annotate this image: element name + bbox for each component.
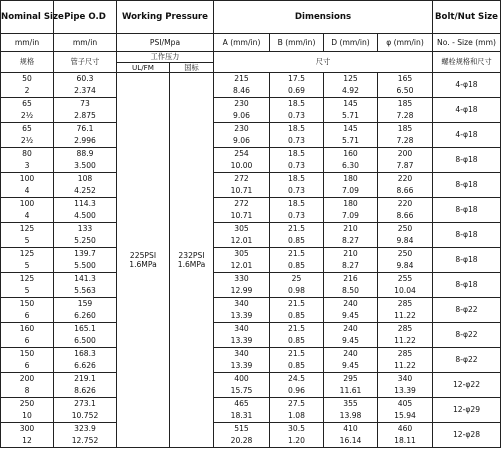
pipe-od-mm: 139.7 xyxy=(54,248,117,261)
dim-a-in: 15.75 xyxy=(214,385,270,398)
dim-phi-in: 18.11 xyxy=(378,435,433,448)
pipe-od-mm: 133 xyxy=(54,223,117,236)
table-row xyxy=(1,123,501,136)
dim-a-mm: 305 xyxy=(214,223,270,236)
table-row xyxy=(1,310,501,323)
dim-b-in: 0.73 xyxy=(270,210,324,223)
dim-b-in: 0.73 xyxy=(270,160,324,173)
pipe-od-in: 5.250 xyxy=(54,235,117,248)
dim-a-in: 13.39 xyxy=(214,360,270,373)
nominal-size-mm: 300 xyxy=(1,423,54,436)
dim-b-in: 0.73 xyxy=(270,110,324,123)
dim-b-in: 0.69 xyxy=(270,85,324,98)
pipe-od-mm: 323.9 xyxy=(54,423,117,436)
table-row xyxy=(1,210,501,223)
dim-phi-mm: 340 xyxy=(378,373,433,386)
dim-b-mm: 30.5 xyxy=(270,423,324,436)
bolt-size: 4-φ18 xyxy=(433,123,501,148)
dim-d-mm: 410 xyxy=(324,423,378,436)
pipe-od-mm: 76.1 xyxy=(54,123,117,136)
dim-d-mm: 160 xyxy=(324,148,378,161)
dimensions-header: Dimensions xyxy=(214,1,433,34)
nominal-size-in: 2½ xyxy=(1,110,54,123)
table-row xyxy=(1,373,501,386)
dim-phi-mm: 405 xyxy=(378,398,433,411)
table-row xyxy=(1,235,501,248)
dim-a-in: 9.06 xyxy=(214,135,270,148)
table-row xyxy=(1,348,501,361)
dim-a-in: 13.39 xyxy=(214,335,270,348)
dim-phi-in: 13.39 xyxy=(378,385,433,398)
dim-a-in: 10.71 xyxy=(214,185,270,198)
pipe-od-mm: 141.3 xyxy=(54,273,117,286)
table-row xyxy=(1,285,501,298)
pipe-od-in: 8.626 xyxy=(54,385,117,398)
dim-phi-mm: 285 xyxy=(378,323,433,336)
pipe-od-in: 5.500 xyxy=(54,260,117,273)
table-row xyxy=(1,435,501,448)
bolt-size: 12-φ22 xyxy=(433,373,501,398)
dim-a-in: 12.01 xyxy=(214,260,270,273)
intl-cn: 国标 xyxy=(170,63,214,73)
dim-d-mm: 240 xyxy=(324,323,378,336)
table-row xyxy=(1,148,501,161)
dim-b-in: 0.85 xyxy=(270,360,324,373)
size-cn: 规格 xyxy=(1,52,54,73)
dim-a-mm: 230 xyxy=(214,98,270,111)
phi-unit: φ (mm/in) xyxy=(378,34,433,52)
pipe-od-mm: 165.1 xyxy=(54,323,117,336)
dim-phi-mm: 165 xyxy=(378,73,433,86)
dim-phi-in: 11.22 xyxy=(378,310,433,323)
nominal-size-in: 5 xyxy=(1,260,54,273)
dim-phi-in: 8.66 xyxy=(378,210,433,223)
nominal-size-mm: 65 xyxy=(1,98,54,111)
table-row xyxy=(1,335,501,348)
dim-b-mm: 18.5 xyxy=(270,173,324,186)
table-row xyxy=(1,85,501,98)
table-row xyxy=(1,323,501,336)
dim-phi-mm: 185 xyxy=(378,123,433,136)
dim-d-in: 5.71 xyxy=(324,135,378,148)
table-row xyxy=(1,185,501,198)
table-row xyxy=(1,248,501,261)
dim-a-mm: 340 xyxy=(214,298,270,311)
nominal-size-mm: 80 xyxy=(1,148,54,161)
nominal-size-header: Nominal Size xyxy=(1,1,54,34)
dim-d-mm: 355 xyxy=(324,398,378,411)
dim-b-mm: 21.5 xyxy=(270,298,324,311)
nominal-size-in: 6 xyxy=(1,335,54,348)
dim-a-in: 10.00 xyxy=(214,160,270,173)
pipe-od-in: 4.252 xyxy=(54,185,117,198)
dim-b-mm: 24.5 xyxy=(270,373,324,386)
pipe-od-in: 6.500 xyxy=(54,335,117,348)
nominal-size-in: 6 xyxy=(1,360,54,373)
pipe-od-mm: 168.3 xyxy=(54,348,117,361)
table-row xyxy=(1,198,501,211)
nominal-size-mm: 100 xyxy=(1,198,54,211)
pipe-od-mm: 88.9 xyxy=(54,148,117,161)
size-unit: mm/in xyxy=(1,34,54,52)
header-row xyxy=(1,1,501,34)
bolt-size: 8-φ18 xyxy=(433,198,501,223)
dim-a-in: 13.39 xyxy=(214,310,270,323)
dim-d-in: 9.45 xyxy=(324,335,378,348)
dim-phi-mm: 220 xyxy=(378,173,433,186)
nominal-size-mm: 125 xyxy=(1,273,54,286)
bolt-size: 12-φ28 xyxy=(433,423,501,448)
pipe-od-header: Pipe O.D xyxy=(54,1,117,34)
dim-phi-in: 9.84 xyxy=(378,235,433,248)
table-row xyxy=(1,135,501,148)
table-row xyxy=(1,273,501,286)
dim-a-mm: 330 xyxy=(214,273,270,286)
working-pressure-header: Working Pressure xyxy=(117,1,214,34)
chinese-row xyxy=(1,52,501,63)
dim-phi-mm: 285 xyxy=(378,348,433,361)
dim-a-mm: 230 xyxy=(214,123,270,136)
nominal-size-in: 2½ xyxy=(1,135,54,148)
dim-d-mm: 180 xyxy=(324,173,378,186)
dim-a-mm: 305 xyxy=(214,248,270,261)
bolt-size: 8-φ18 xyxy=(433,148,501,173)
nominal-size-in: 12 xyxy=(1,435,54,448)
pipe-od-mm: 219.1 xyxy=(54,373,117,386)
dim-phi-in: 10.04 xyxy=(378,285,433,298)
dim-a-in: 18.31 xyxy=(214,410,270,423)
dim-b-mm: 21.5 xyxy=(270,348,324,361)
dim-b-mm: 18.5 xyxy=(270,123,324,136)
table-row xyxy=(1,160,501,173)
bolt-size: 4-φ18 xyxy=(433,73,501,98)
nominal-size-mm: 100 xyxy=(1,173,54,186)
dim-d-in: 7.09 xyxy=(324,185,378,198)
dim-d-in: 9.45 xyxy=(324,360,378,373)
pipe-od-mm: 273.1 xyxy=(54,398,117,411)
dim-phi-in: 6.50 xyxy=(378,85,433,98)
ul-cn: UL/FM xyxy=(117,63,170,73)
dim-d-mm: 240 xyxy=(324,298,378,311)
dim-phi-mm: 250 xyxy=(378,248,433,261)
bolt-nut-header: Bolt/Nut Size xyxy=(433,1,501,34)
dim-d-in: 13.98 xyxy=(324,410,378,423)
dim-a-mm: 340 xyxy=(214,323,270,336)
dim-d-mm: 145 xyxy=(324,98,378,111)
pipe-od-in: 12.752 xyxy=(54,435,117,448)
dim-b-mm: 25 xyxy=(270,273,324,286)
pipe-od-in: 2.996 xyxy=(54,135,117,148)
pipe-od-in: 5.563 xyxy=(54,285,117,298)
dim-b-in: 0.85 xyxy=(270,235,324,248)
d-unit: D (mm/in) xyxy=(324,34,378,52)
dim-a-in: 10.71 xyxy=(214,210,270,223)
bolt-size: 8-φ18 xyxy=(433,223,501,248)
od-cn: 管子尺寸 xyxy=(54,52,117,73)
pipe-od-in: 10.752 xyxy=(54,410,117,423)
nominal-size-mm: 50 xyxy=(1,73,54,86)
dim-d-mm: 210 xyxy=(324,248,378,261)
pipe-od-in: 6.260 xyxy=(54,310,117,323)
intl-pressure: 232PSI 1.6MPa xyxy=(170,73,214,448)
dim-d-in: 9.45 xyxy=(324,310,378,323)
dim-phi-in: 9.84 xyxy=(378,260,433,273)
dim-d-in: 8.27 xyxy=(324,235,378,248)
dim-phi-mm: 460 xyxy=(378,423,433,436)
nominal-size-in: 6 xyxy=(1,310,54,323)
pressure-unit: PSI/Mpa xyxy=(117,34,214,52)
dim-b-in: 0.85 xyxy=(270,335,324,348)
nominal-size-mm: 125 xyxy=(1,223,54,236)
dim-phi-mm: 185 xyxy=(378,98,433,111)
dim-phi-mm: 220 xyxy=(378,198,433,211)
nominal-size-in: 10 xyxy=(1,410,54,423)
bolt-cn: 螺栓规格和尺寸 xyxy=(433,52,501,73)
ul-fm-pressure: 225PSI 1.6MPa xyxy=(117,73,170,448)
dim-d-in: 16.14 xyxy=(324,435,378,448)
dim-b-in: 1.08 xyxy=(270,410,324,423)
dim-d-mm: 216 xyxy=(324,273,378,286)
pipe-od-in: 2.875 xyxy=(54,110,117,123)
dim-b-in: 0.73 xyxy=(270,185,324,198)
nominal-size-in: 3 xyxy=(1,160,54,173)
dim-d-in: 5.71 xyxy=(324,110,378,123)
dim-a-mm: 340 xyxy=(214,348,270,361)
dims-cn: 尺寸 xyxy=(214,52,433,73)
bolt-size: 8-φ22 xyxy=(433,348,501,373)
dim-a-in: 12.99 xyxy=(214,285,270,298)
dim-b-mm: 18.5 xyxy=(270,198,324,211)
dim-d-in: 6.30 xyxy=(324,160,378,173)
dim-a-mm: 272 xyxy=(214,173,270,186)
dim-d-in: 11.61 xyxy=(324,385,378,398)
bolt-size: 8-φ18 xyxy=(433,273,501,298)
dim-phi-in: 7.28 xyxy=(378,135,433,148)
dim-d-in: 4.92 xyxy=(324,85,378,98)
dim-a-mm: 272 xyxy=(214,198,270,211)
unit-row xyxy=(1,34,501,52)
dim-d-mm: 145 xyxy=(324,123,378,136)
pipe-od-mm: 159 xyxy=(54,298,117,311)
dim-d-in: 8.50 xyxy=(324,285,378,298)
dim-b-in: 0.98 xyxy=(270,285,324,298)
dim-a-mm: 215 xyxy=(214,73,270,86)
table-row xyxy=(1,398,501,411)
dim-phi-in: 11.22 xyxy=(378,335,433,348)
dim-d-in: 7.09 xyxy=(324,210,378,223)
dim-a-in: 20.28 xyxy=(214,435,270,448)
bolt-unit: No. - Size (mm) xyxy=(433,34,501,52)
nominal-size-in: 5 xyxy=(1,235,54,248)
b-unit: B (mm/in) xyxy=(270,34,324,52)
dim-phi-in: 15.94 xyxy=(378,410,433,423)
dim-phi-mm: 200 xyxy=(378,148,433,161)
dim-b-mm: 21.5 xyxy=(270,248,324,261)
dim-a-mm: 465 xyxy=(214,398,270,411)
pipe-od-mm: 60.3 xyxy=(54,73,117,86)
dim-phi-mm: 285 xyxy=(378,298,433,311)
dim-phi-in: 8.66 xyxy=(378,185,433,198)
dim-d-mm: 125 xyxy=(324,73,378,86)
nominal-size-in: 2 xyxy=(1,85,54,98)
dim-phi-mm: 255 xyxy=(378,273,433,286)
nominal-size-in: 5 xyxy=(1,285,54,298)
pipe-od-mm: 108 xyxy=(54,173,117,186)
nominal-size-mm: 200 xyxy=(1,373,54,386)
dim-phi-in: 7.28 xyxy=(378,110,433,123)
dim-a-in: 9.06 xyxy=(214,110,270,123)
dim-b-mm: 21.5 xyxy=(270,223,324,236)
dim-a-in: 12.01 xyxy=(214,235,270,248)
dim-b-in: 0.73 xyxy=(270,135,324,148)
dim-d-mm: 240 xyxy=(324,348,378,361)
dim-d-mm: 295 xyxy=(324,373,378,386)
bolt-size: 8-φ18 xyxy=(433,248,501,273)
pipe-od-in: 4.500 xyxy=(54,210,117,223)
dim-b-mm: 17.5 xyxy=(270,73,324,86)
dim-b-mm: 18.5 xyxy=(270,98,324,111)
dim-a-in: 8.46 xyxy=(214,85,270,98)
nominal-size-mm: 250 xyxy=(1,398,54,411)
dim-d-mm: 210 xyxy=(324,223,378,236)
bolt-size: 12-φ29 xyxy=(433,398,501,423)
table-row xyxy=(1,98,501,111)
table-row xyxy=(1,223,501,236)
nominal-size-mm: 65 xyxy=(1,123,54,136)
dim-phi-in: 11.22 xyxy=(378,360,433,373)
table-row xyxy=(1,73,501,86)
nominal-size-in: 4 xyxy=(1,210,54,223)
bolt-size: 8-φ22 xyxy=(433,323,501,348)
table-row xyxy=(1,173,501,186)
pipe-od-mm: 114.3 xyxy=(54,198,117,211)
nominal-size-mm: 150 xyxy=(1,298,54,311)
od-unit: mm/in xyxy=(54,34,117,52)
nominal-size-mm: 160 xyxy=(1,323,54,336)
dim-phi-in: 7.87 xyxy=(378,160,433,173)
nominal-size-mm: 125 xyxy=(1,248,54,261)
dim-a-mm: 254 xyxy=(214,148,270,161)
bolt-size: 8-φ22 xyxy=(433,298,501,323)
pipe-od-in: 2.374 xyxy=(54,85,117,98)
table-row xyxy=(1,423,501,436)
bolt-size: 8-φ18 xyxy=(433,173,501,198)
table-row xyxy=(1,260,501,273)
bolt-size: 4-φ18 xyxy=(433,98,501,123)
dim-b-mm: 21.5 xyxy=(270,323,324,336)
pipe-od-in: 3.500 xyxy=(54,160,117,173)
pipe-od-mm: 73 xyxy=(54,98,117,111)
a-unit: A (mm/in) xyxy=(214,34,270,52)
pipe-od-in: 6.626 xyxy=(54,360,117,373)
table-row xyxy=(1,360,501,373)
table-row xyxy=(1,110,501,123)
dim-a-mm: 400 xyxy=(214,373,270,386)
nominal-size-in: 8 xyxy=(1,385,54,398)
dim-b-in: 0.96 xyxy=(270,385,324,398)
table-row xyxy=(1,298,501,311)
nominal-size-in: 4 xyxy=(1,185,54,198)
dim-d-in: 8.27 xyxy=(324,260,378,273)
dim-b-in: 0.85 xyxy=(270,310,324,323)
table-row xyxy=(1,410,501,423)
dim-b-mm: 27.5 xyxy=(270,398,324,411)
pressure-cn: 工作压力 xyxy=(117,52,214,63)
dim-b-in: 1.20 xyxy=(270,435,324,448)
dim-d-mm: 180 xyxy=(324,198,378,211)
dim-phi-mm: 250 xyxy=(378,223,433,236)
dim-a-mm: 515 xyxy=(214,423,270,436)
dim-b-in: 0.85 xyxy=(270,260,324,273)
dim-b-mm: 18.5 xyxy=(270,148,324,161)
nominal-size-mm: 150 xyxy=(1,348,54,361)
table-row xyxy=(1,385,501,398)
